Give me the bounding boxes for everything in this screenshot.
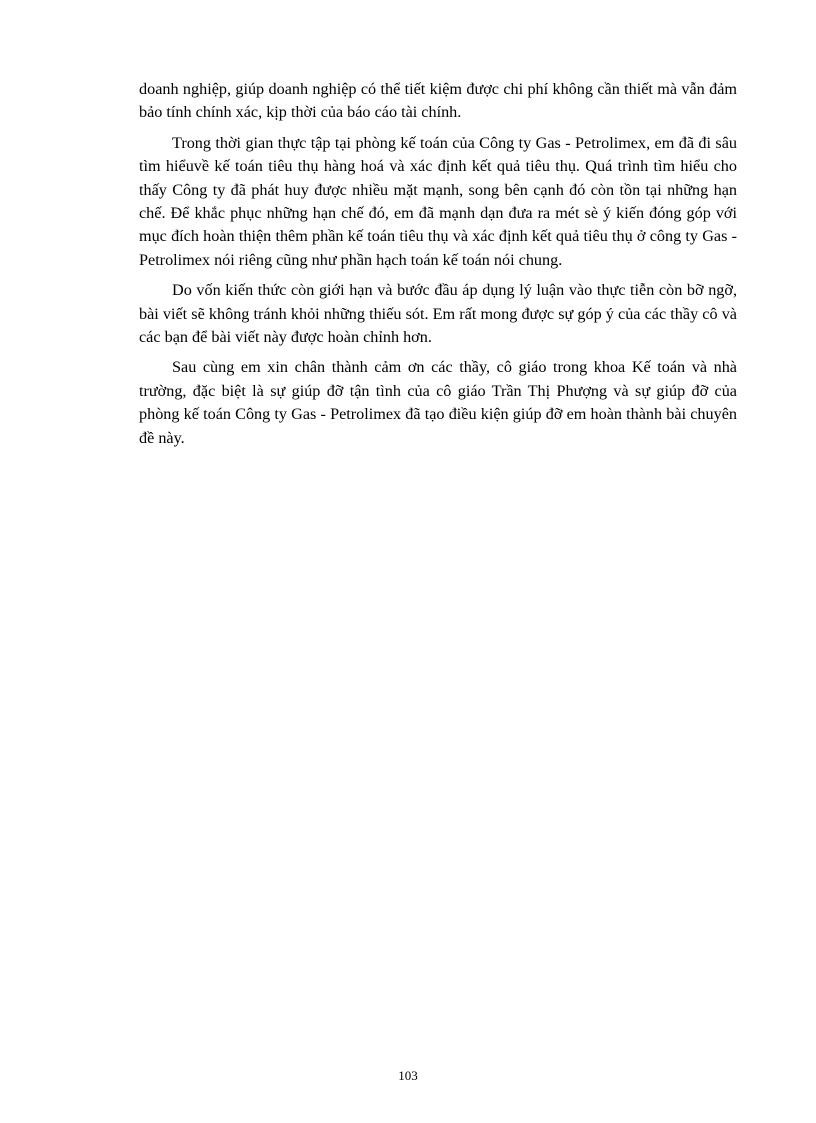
paragraph-internship: Trong thời gian thực tập tại phòng kế toán của Công ty Gas - Petrolimex, em đã đi sâu tìm hiểuvề kế toán tiêu thụ hàng hoá và xác định kết quả tiêu thụ. Quá trình tìm hiểu cho thấy Công ty đã phát huy được nhiều mặt mạnh, song bên cạnh đó còn tồn tại những hạn chế. Để khắc phục những hạn chế đó, em đã mạnh dạn đưa ra mét sè ý kiến đóng góp với mục đích hoàn thiện thêm phần kế toán tiêu thụ và xác định kết quả tiêu thụ ở công ty Gas - Petrolimex nói riêng cũng như phần hạch toán kế toán nói chung. — [139, 133, 737, 269]
paragraph-acknowledgement: Sau cùng em xin chân thành cảm ơn các thầy, cô giáo trong khoa Kế toán và nhà trường, đặc biệt là sự giúp đỡ tận tình của cô giáo Trần Thị Phượng và sự giúp đỡ của phòng kế toán Công ty Gas - Petrolimex đã tạo điều kiện giúp đỡ em hoàn thành bài chuyên đề này. — [139, 358, 737, 447]
paragraph-limitations: Do vốn kiến thức còn giới hạn và bước đầu áp dụng lý luận vào thực tiễn còn bỡ ngỡ, bài viết sẽ không tránh khỏi những thiếu sót. Em rất mong được sự góp ý của các thầy cô và các bạn để bài viết này được hoàn chỉnh hơn. — [139, 281, 737, 347]
page-content — [139, 78, 737, 457]
page-number: 103 — [398, 1068, 418, 1083]
paragraph-continuation: doanh nghiệp, giúp doanh nghiệp có thể tiết kiệm được chi phí không cần thiết mà vẫn đảm bảo tính chính xác, kịp thời của báo cáo tài chính. — [139, 80, 737, 122]
